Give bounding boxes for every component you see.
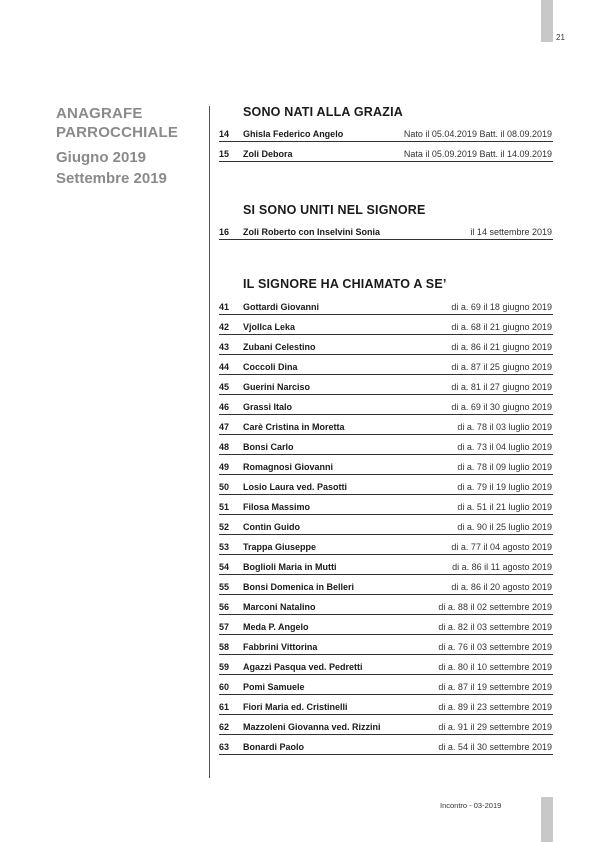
- registry-entry: [219, 441, 553, 455]
- entry-date: Nata il 05.09.2019 Batt. il 14.09.2019: [403, 149, 552, 159]
- entry-number: 50: [219, 482, 230, 492]
- registry-entry: [219, 226, 553, 240]
- entry-date: di a. 80 il 10 settembre 2019: [438, 662, 552, 672]
- entry-name: Carè Cristina in Moretta: [243, 422, 345, 432]
- entry-name: Fabbrini Vittorina: [243, 642, 318, 652]
- entry-number: 42: [219, 322, 230, 332]
- registry-entry: [219, 681, 553, 695]
- registry-entry: [219, 128, 553, 142]
- registry-entry: [219, 621, 553, 635]
- section-heading: SI SONO UNITI NEL SIGNORE: [243, 203, 426, 217]
- entry-date: di a. 86 il 20 agosto 2019: [451, 582, 552, 592]
- entry-name: Ghisla Federico Angelo: [243, 129, 344, 139]
- sidebar-title-line-1: ANAGRAFE: [56, 105, 143, 122]
- entry-date: di a. 76 il 03 settembre 2019: [438, 642, 552, 652]
- entry-date: di a. 73 il 04 luglio 2019: [457, 442, 552, 452]
- entry-date: di a. 69 il 18 giugno 2019: [451, 302, 552, 312]
- entry-name: Bonardi Paolo: [243, 742, 305, 752]
- entry-date: di a. 86 il 11 agosto 2019: [452, 562, 552, 572]
- entry-date: di a. 81 il 27 giugno 2019: [451, 382, 552, 392]
- entry-number: 14: [219, 129, 230, 139]
- registry-entry: [219, 701, 553, 715]
- entry-number: 41: [219, 302, 230, 312]
- entry-number: 60: [219, 682, 230, 692]
- entry-name: Losio Laura ved. Pasotti: [243, 482, 348, 492]
- entry-name: Gottardi Giovanni: [243, 302, 320, 312]
- entry-date: di a. 89 il 23 settembre 2019: [438, 702, 552, 712]
- entry-number: 48: [219, 442, 230, 452]
- entry-name: Grassi Italo: [243, 402, 293, 412]
- entry-number: 53: [219, 542, 230, 552]
- entry-number: 16: [219, 227, 230, 237]
- entry-date: di a. 68 il 21 giugno 2019: [451, 322, 552, 332]
- entry-date: di a. 87 il 25 giugno 2019: [451, 362, 552, 372]
- entry-name: Boglioli Maria in Mutti: [243, 562, 337, 572]
- entry-date: il 14 settembre 2019: [470, 227, 552, 237]
- entry-date: di a. 79 il 19 luglio 2019: [457, 482, 552, 492]
- registry-entry: [219, 581, 553, 595]
- registry-entry: [219, 721, 553, 735]
- entry-number: 44: [219, 362, 230, 372]
- registry-entry: [219, 481, 553, 495]
- entry-number: 57: [219, 622, 230, 632]
- entry-number: 49: [219, 462, 230, 472]
- entry-number: 54: [219, 562, 230, 572]
- registry-entry: [219, 321, 553, 335]
- registry-entry: [219, 301, 553, 315]
- entry-number: 45: [219, 382, 230, 392]
- registry-entry: [219, 741, 553, 755]
- entry-name: Zoli Roberto con Inselvini Sonia: [243, 227, 381, 237]
- sidebar-title: [56, 104, 178, 189]
- sidebar-period-line-2: Settembre 2019: [56, 170, 167, 187]
- entry-date: di a. 51 il 21 luglio 2019: [457, 502, 552, 512]
- entry-name: Marconi Natalino: [243, 602, 316, 612]
- entry-date: di a. 78 il 09 luglio 2019: [457, 462, 552, 472]
- registry-entry: [219, 148, 553, 162]
- registry-entry: [219, 361, 553, 375]
- entry-number: 51: [219, 502, 230, 512]
- entry-date: di a. 54 il 30 settembre 2019: [438, 742, 552, 752]
- entry-name: Bonsi Carlo: [243, 442, 294, 452]
- page-edge-tab-top: [541, 0, 553, 42]
- entry-name: Zubani Celestino: [243, 342, 316, 352]
- entry-name: Romagnosi Giovanni: [243, 462, 334, 472]
- entry-number: 55: [219, 582, 230, 592]
- entry-name: Zoli Debora: [243, 149, 293, 159]
- registry-entry: [219, 421, 553, 435]
- sidebar-period-line-1: Giugno 2019: [56, 149, 147, 166]
- sidebar-title-line-2: PARROCCHIALE: [56, 124, 179, 141]
- registry-entry: [219, 521, 553, 535]
- entry-number: 46: [219, 402, 230, 412]
- entry-name: Contin Guido: [243, 522, 300, 532]
- entry-date: di a. 91 il 29 settembre 2019: [438, 722, 552, 732]
- registry-entry: [219, 341, 553, 355]
- entry-number: 47: [219, 422, 230, 432]
- entry-date: di a. 77 il 04 agosto 2019: [451, 542, 552, 552]
- entry-name: Filosa Massimo: [243, 502, 311, 512]
- entry-number: 58: [219, 642, 230, 652]
- registry-entry: [219, 381, 553, 395]
- entry-number: 61: [219, 702, 230, 712]
- entry-date: di a. 90 il 25 luglio 2019: [457, 522, 552, 532]
- entry-number: 63: [219, 742, 230, 752]
- registry-entry: [219, 501, 553, 515]
- registry-entry: [219, 561, 553, 575]
- entry-name: Meda P. Angelo: [243, 622, 309, 632]
- entry-date: di a. 88 il 02 settembre 2019: [438, 602, 552, 612]
- entry-number: 43: [219, 342, 230, 352]
- vertical-divider: [209, 106, 210, 778]
- entry-name: Guerini Narciso: [243, 382, 311, 392]
- entry-date: di a. 82 il 03 settembre 2019: [438, 622, 552, 632]
- entry-number: 59: [219, 662, 230, 672]
- entry-number: 62: [219, 722, 230, 732]
- registry-entry: [219, 601, 553, 615]
- entry-date: di a. 69 il 30 giugno 2019: [451, 402, 552, 412]
- registry-entry: [219, 541, 553, 555]
- footer-issue: Incontro - 03-2019: [440, 801, 502, 810]
- section-heading: IL SIGNORE HA CHIAMATO A SE’: [243, 277, 447, 291]
- entry-date: di a. 86 il 21 giugno 2019: [451, 342, 552, 352]
- entry-number: 56: [219, 602, 230, 612]
- entry-name: Agazzi Pasqua ved. Pedretti: [243, 662, 363, 672]
- entry-date: di a. 87 il 19 settembre 2019: [438, 682, 552, 692]
- entry-name: Vjollca Leka: [243, 322, 296, 332]
- entry-date: di a. 78 il 03 luglio 2019: [457, 422, 552, 432]
- registry-entry: [219, 401, 553, 415]
- page-edge-tab-bottom: [541, 797, 553, 842]
- entry-number: 52: [219, 522, 230, 532]
- entry-name: Bonsi Domenica in Belleri: [243, 582, 355, 592]
- entry-name: Mazzoleni Giovanna ved. Rizzini: [243, 722, 381, 732]
- registry-entry: [219, 461, 553, 475]
- entry-name: Trappa Giuseppe: [243, 542, 317, 552]
- registry-entry: [219, 641, 553, 655]
- entry-name: Pomi Samuele: [243, 682, 305, 692]
- entry-name: Fiori Maria ed. Cristinelli: [243, 702, 348, 712]
- entry-date: Nato il 05.04.2019 Batt. il 08.09.2019: [403, 129, 552, 139]
- entry-name: Coccoli Dina: [243, 362, 298, 372]
- section-heading: SONO NATI ALLA GRAZIA: [243, 105, 403, 119]
- entry-number: 15: [219, 149, 230, 159]
- page-number: 21: [556, 33, 565, 42]
- registry-entry: [219, 661, 553, 675]
